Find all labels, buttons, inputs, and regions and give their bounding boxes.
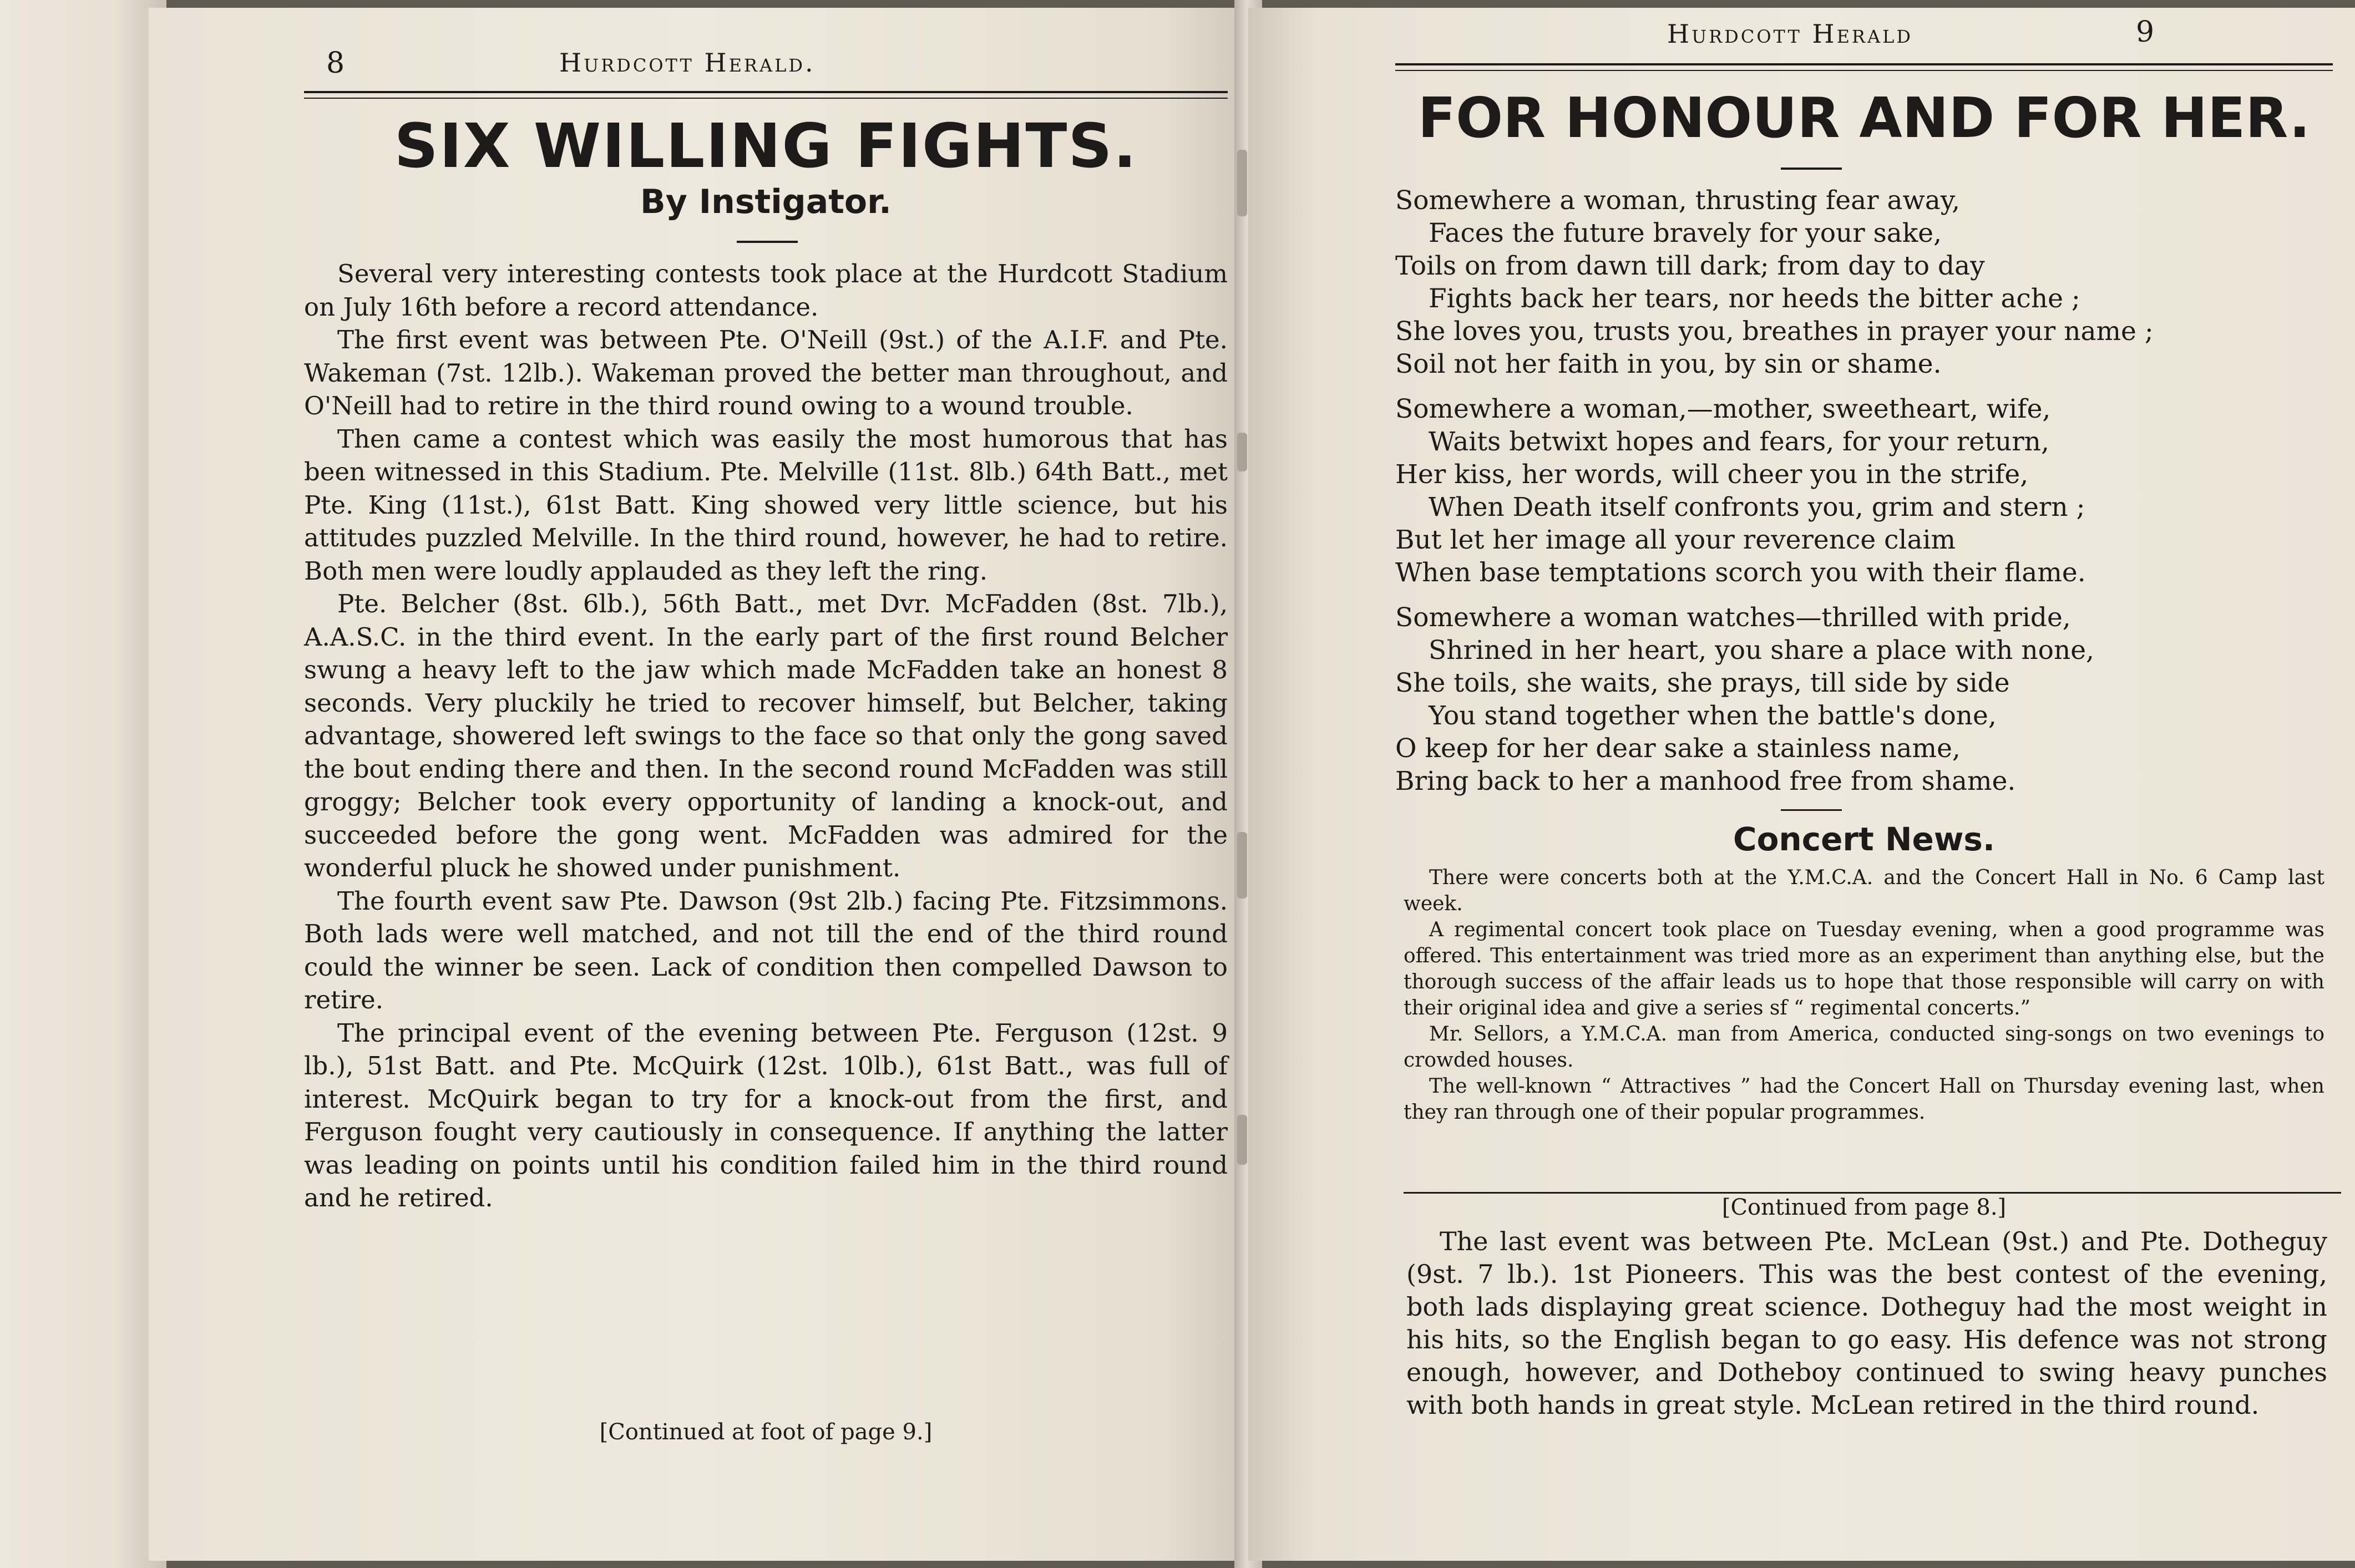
concert-news-body (1404, 865, 2324, 1125)
page-number: 9 (2136, 16, 2155, 49)
staple-middle (1237, 433, 1247, 471)
poem-line: You stand together when the battle's done, (1429, 701, 1997, 731)
poem-stanza (1395, 184, 2333, 380)
concert-paragraph: Mr. Sellors, a Y.M.C.A. man from America, conducted sing-songs on two evenings to crowded houses. (1404, 1023, 2324, 1072)
header-rule-thin (304, 98, 1228, 99)
concert-paragraph: A regimental concert took place on Tuesday evening, when a good programme was offered. This entertainment was tried more as an experiment than anything else, but the thorough success of the affair leads us to hope that those responsible will carry on with their original idea and give a series sf “ regimental concerts.” (1404, 919, 2324, 1019)
running-head: Hurdcott Herald. (559, 48, 816, 78)
article-paragraph: The principal event of the evening between Pte. Ferguson (12st. 9 lb.), 51st Batt. and Pte. McQuirk (12st. 10lb.), 61st Batt., was full of interest. McQuirk began to try for a knock-out from the first, and Ferguson fought very cautiously in consequence. If anything the latter was leading on points until his condition failed him in the third round and he retired. (304, 1018, 1228, 1212)
section-divider (1404, 1192, 2341, 1194)
poem-line: When base temptations scorch you with their flame. (1395, 557, 2086, 588)
byline: By Instigator. (640, 182, 892, 221)
article-paragraph: Pte. Belcher (8st. 6lb.), 56th Batt., met Dvr. McFadden (8st. 7lb.), A.A.S.C. in the third event. In the early part of the first round Belcher swung a heavy left to the jaw which made McFadden take an honest 8 seconds. Very pluckily he tried to recover himself, but Belcher, taking advantage, showered left swings to the face so that only the gong saved the bout ending there and then. In the second round McFadden was still groggy; Belcher took every opportunity of landing a knock-out, and succeeded before the gong went. McFadden was admired for the wonderful pluck he showed under punishment. (304, 589, 1228, 882)
poem-line: O keep for her dear sake a stainless name, (1395, 733, 1961, 764)
continued-from: [Continued from page 8.] (1721, 1195, 2007, 1220)
article-paragraph: The fourth event saw Pte. Dawson (9st 2lb.) facing Pte. Fitzsimmons. Both lads were well matched, and not till the end of the third round could the winner be seen. Lack of condition then compelled Dawson to retire. (304, 886, 1228, 1014)
poem-line: Somewhere a woman,—mother, sweetheart, wife, (1395, 394, 2051, 424)
poem-line: Her kiss, her words, will cheer you in the strife, (1395, 459, 2029, 490)
poem-line: Somewhere a woman, thrusting fear away, (1395, 185, 1961, 216)
right-page (1248, 8, 2355, 1561)
article-body (304, 257, 1228, 1215)
header-rule (1395, 63, 2333, 65)
article-paragraph: The first event was between Pte. O'Neill (9st.) of the A.I.F. and Pte. Wakeman (7st. 12lb.). Wakeman proved the better man throughout, and O'Neill had to retire in the third round owing to a wound trouble. (304, 325, 1228, 420)
poem-line: Bring back to her a manhood free from shame. (1395, 766, 2016, 796)
header-rule-thin (1395, 70, 2333, 71)
poem-line: She loves you, trusts you, breathes in prayer your name ; (1395, 316, 2154, 347)
last-event-text (1406, 1225, 2327, 1422)
poem-line: Soil not her faith in you, by sin or shame. (1395, 349, 1942, 379)
poem (1395, 184, 2333, 810)
poem-line: Somewhere a woman watches—thrilled with pride, (1395, 602, 2071, 633)
poem-line: Toils on from dawn till dark; from day to day (1395, 251, 1985, 281)
left-page (144, 8, 1248, 1561)
headline-rule (1781, 168, 1842, 170)
poem-line: Faces the future bravely for your sake, (1429, 218, 1942, 248)
article-paragraph: The last event was between Pte. McLean (9st.) and Pte. Dotheguy (9st. 7 lb.). 1st Pioneers. This was the best contest of the evening, both lads displaying great science. Dotheguy had the most weight in his hits, so the English began to go easy. His defence was not strong enough, however, and Dotheboy continued to swing heavy punches with both hands in great style. McLean retired in the third round. (1406, 1226, 2327, 1420)
poem-line: But let her image all your reverence claim (1395, 525, 1956, 555)
byline-rule (737, 241, 798, 243)
back-cover-edge (0, 0, 166, 1568)
article-paragraph: Then came a contest which was easily the most humorous that has been witnessed in this Stadium. Pte. Melville (11st. 8lb.) 64th Batt., met Pte. King (11st.), 61st Batt. King showed very little science, but his attitudes puzzled Melville. In the third round, however, he had to retire. Both men were loudly applauded as they left the ring. (304, 424, 1228, 586)
poem-line: Fights back her tears, nor heeds the bitter ache ; (1429, 283, 2080, 314)
poem-stanza (1395, 393, 2333, 589)
poem-line: She toils, she waits, she prays, till side by side (1395, 668, 2010, 698)
page-number: 8 (326, 47, 345, 80)
headline: SIX WILLING FIGHTS. (394, 110, 1138, 181)
running-head: Hurdcott Herald (1667, 19, 1913, 49)
staple-bottom (1237, 1115, 1247, 1165)
staple-lower (1237, 832, 1247, 899)
headline: FOR HONOUR AND FOR HER. (1417, 85, 2311, 150)
concert-paragraph: There were concerts both at the Y.M.C.A. and the Concert Hall in No. 6 Camp last week. (1404, 866, 2324, 915)
staple-top (1237, 150, 1247, 216)
poem-line: Shrined in her heart, you share a place with none, (1429, 635, 2094, 666)
continued-note: [Continued at foot of page 9.] (599, 1419, 933, 1445)
poem-line: When Death itself confronts you, grim and stern ; (1429, 492, 2085, 522)
concert-news-title: Concert News. (1733, 820, 1995, 858)
poem-stanza (1395, 601, 2333, 798)
header-rule (304, 91, 1228, 93)
article-paragraph: Several very interesting contests took place at the Hurdcott Stadium on July 16th before a record attendance. (304, 259, 1228, 322)
poem-line: Waits betwixt hopes and fears, for your return, (1429, 427, 2049, 457)
section-rule (1781, 809, 1842, 811)
concert-paragraph: The well-known “ Attractives ” had the Concert Hall on Thursday evening last, when they ran through one of their popular programmes. (1404, 1075, 2324, 1124)
